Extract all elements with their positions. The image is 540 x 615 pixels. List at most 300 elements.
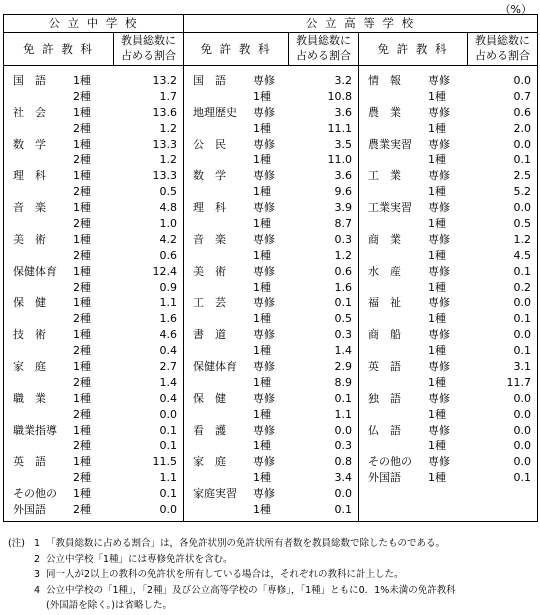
table-row [4, 248, 183, 264]
subject-cell: 音 楽 [13, 201, 46, 215]
table-row [184, 73, 358, 89]
table-row [359, 152, 537, 168]
table-row [359, 280, 537, 296]
ratio-value-cell: 0.0 [513, 439, 532, 453]
subject-cell: 理 科 [13, 169, 46, 183]
note-number: 4 [34, 584, 41, 596]
ratio-value-cell: 0.0 [513, 74, 532, 87]
license-type-cell: 専修 [428, 137, 450, 151]
subject-cell [359, 89, 428, 105]
subject-cell: 美 術 [193, 264, 226, 278]
ratio-value-cell: 0.1 [334, 391, 352, 405]
subject-cell [184, 89, 253, 105]
ratio-value-cell: 8.9 [334, 375, 352, 389]
subject-cell: 保健体育 [193, 360, 237, 374]
table-row [184, 343, 358, 359]
table-row [184, 407, 358, 423]
subject-cell [359, 121, 428, 137]
table-row [4, 486, 183, 502]
license-type-cell: 1種 [253, 89, 271, 103]
subject-cell: 家庭実習 [193, 487, 237, 501]
license-type-cell: 2種 [73, 185, 91, 199]
ratio-header-line2: 占める割合 [475, 49, 531, 62]
subject-cell: 商 業 [368, 232, 401, 246]
subject-cell [359, 343, 428, 359]
table-row [359, 264, 537, 280]
subject-cell: 独 語 [368, 391, 401, 405]
ratio-value-cell: 0.0 [513, 407, 532, 421]
ratio-value-cell: 0.4 [159, 344, 177, 358]
license-type-cell: 1種 [428, 185, 446, 199]
col-header-ratio-hs1 [289, 33, 359, 66]
license-type-cell: 専修 [428, 74, 450, 87]
table-row [184, 232, 358, 248]
subject-cell [4, 121, 73, 137]
ratio-value-cell: 2.5 [513, 169, 532, 183]
table-row [184, 423, 358, 439]
license-type-cell: 専修 [253, 328, 275, 342]
table-row [359, 73, 537, 89]
ratio-header-line1: 教員総数に [475, 34, 531, 47]
license-type-cell: 1種 [73, 391, 91, 405]
license-type-cell: 2種 [73, 375, 91, 389]
note-label: (注) [8, 538, 25, 549]
table-row [4, 152, 183, 168]
ratio-value-cell: 0.1 [513, 312, 532, 326]
ratio-value-cell: 13.6 [152, 105, 177, 119]
note-number: 2 [34, 553, 41, 565]
note-text: 公立中学校の「1種」，「2種」及び公立高等学校の「専修」，「1種」ともに0．1%未満の免許教科 [46, 584, 456, 596]
subject-cell [184, 280, 253, 296]
license-type-cell: 1種 [253, 121, 271, 135]
ratio-value-cell: 3.9 [334, 201, 352, 215]
subject-cell [184, 216, 253, 232]
table-row [184, 327, 358, 343]
subject-cell [4, 311, 73, 327]
table-row [359, 454, 537, 470]
license-type-cell: 1種 [428, 153, 446, 167]
table-row [184, 184, 358, 200]
subject-cell: 国 語 [13, 74, 46, 87]
license-type-cell: 1種 [428, 471, 446, 485]
table-row [4, 343, 183, 359]
table-row [4, 375, 183, 391]
table-row [184, 311, 358, 327]
subject-cell [4, 216, 73, 232]
license-type-cell: 1種 [428, 344, 446, 358]
ratio-value-cell: 13.3 [152, 169, 177, 183]
ratio-value-cell: 12.4 [152, 264, 177, 278]
subject-cell: 理 科 [193, 201, 226, 215]
table-row [4, 232, 183, 248]
table-row [359, 438, 537, 454]
ratio-value-cell: 8.7 [334, 217, 352, 231]
table-row [4, 295, 183, 311]
ratio-value-cell: 0.0 [513, 137, 532, 151]
license-type-cell: 専修 [428, 328, 450, 342]
license-type-cell: 1種 [253, 280, 271, 294]
ratio-value-cell: 3.6 [334, 105, 352, 119]
subject-cell [4, 438, 73, 454]
ratio-value-cell: 0.1 [334, 296, 352, 310]
ratio-header-line2: 占める割合 [296, 49, 351, 62]
subject-cell [4, 407, 73, 423]
ratio-value-cell: 0.5 [513, 217, 532, 231]
license-type-cell: 専修 [428, 105, 450, 119]
ratio-value-cell: 0.0 [159, 503, 177, 517]
table-row [359, 200, 537, 216]
notes [8, 536, 456, 614]
table-row [4, 73, 183, 89]
hs1-rows [184, 73, 358, 518]
license-type-cell: 専修 [428, 201, 450, 215]
col-header-subject-hs2: 免 許 教 科 [359, 33, 468, 66]
table-row [359, 105, 537, 121]
ratio-value-cell: 13.3 [152, 137, 177, 151]
table-row [4, 407, 183, 423]
subject-cell: 書 道 [193, 328, 226, 342]
ratio-value-cell: 0.3 [334, 439, 352, 453]
table-row [184, 486, 358, 502]
license-type-cell: 専修 [253, 360, 275, 374]
license-type-cell: 1種 [253, 375, 271, 389]
license-type-cell: 1種 [428, 312, 446, 326]
ratio-value-cell: 1.2 [513, 232, 532, 246]
ratio-value-cell: 1.7 [159, 89, 177, 103]
license-type-cell: 1種 [253, 248, 271, 262]
subject-cell: 仏 語 [368, 423, 401, 437]
subject-cell: 保 健 [13, 296, 46, 310]
ratio-value-cell: 1.2 [159, 121, 177, 135]
license-type-cell: 1種 [73, 360, 91, 374]
subject-cell [359, 311, 428, 327]
ratio-value-cell: 0.1 [513, 471, 532, 485]
subject-cell [359, 438, 428, 454]
table-row [359, 121, 537, 137]
subject-cell: 工 芸 [193, 296, 226, 310]
ratio-value-cell: 0.0 [513, 455, 532, 469]
ratio-value-cell: 0.0 [334, 423, 352, 437]
ratio-value-cell: 0.0 [513, 328, 532, 342]
hs2-rows [359, 73, 537, 486]
subject-cell [359, 152, 428, 168]
table-row [4, 200, 183, 216]
subject-cell: 工業実習 [368, 201, 412, 215]
ratio-value-cell: 0.1 [513, 264, 532, 278]
table-row [184, 264, 358, 280]
hs1-body [184, 66, 359, 522]
note-3 [8, 567, 456, 583]
license-type-cell: 1種 [73, 201, 91, 215]
table-row [359, 359, 537, 375]
ratio-value-cell: 3.4 [334, 471, 352, 485]
ratio-value-cell: 0.1 [159, 423, 177, 437]
subject-cell: 音 楽 [193, 232, 226, 246]
license-type-cell: 専修 [253, 74, 275, 87]
license-type-cell: 2種 [73, 153, 91, 167]
ratio-value-cell: 0.0 [159, 407, 177, 421]
license-type-cell: 1種 [428, 407, 446, 421]
subject-cell: 英 語 [13, 455, 46, 469]
ratio-header-line2: 占める割合 [121, 49, 176, 62]
ratio-value-cell: 0.6 [513, 105, 532, 119]
table-row [184, 454, 358, 470]
subject-cell [359, 375, 428, 391]
table-row [4, 105, 183, 121]
license-type-cell: 1種 [253, 471, 271, 485]
ratio-value-cell: 0.5 [334, 312, 352, 326]
license-type-cell: 2種 [73, 503, 91, 517]
license-type-cell: 2種 [73, 471, 91, 485]
license-type-cell: 1種 [253, 312, 271, 326]
note-4-continued: (外国語を除く。)は省略した。 [46, 600, 172, 611]
table-row [184, 470, 358, 486]
ratio-value-cell: 0.6 [159, 248, 177, 262]
ratio-value-cell: 1.4 [334, 344, 352, 358]
table-row [184, 391, 358, 407]
subject-cell [4, 89, 73, 105]
subject-cell [4, 184, 73, 200]
subject-cell [4, 152, 73, 168]
ratio-value-cell: 4.2 [159, 232, 177, 246]
license-type-cell: 1種 [428, 121, 446, 135]
ratio-value-cell: 11.0 [327, 153, 352, 167]
col-header-ratio-ms [114, 33, 184, 66]
ratio-value-cell: 11.1 [327, 121, 352, 135]
note-text: 公立中学校「1種」には専修免許状を含む。 [46, 553, 233, 565]
subject-cell: 水 産 [368, 264, 401, 278]
table-row [359, 137, 537, 153]
table-row [359, 311, 537, 327]
ratio-value-cell: 0.6 [334, 264, 352, 278]
license-type-cell: 1種 [73, 137, 91, 151]
table-row [359, 470, 537, 486]
table-row [4, 502, 183, 518]
table-row [184, 359, 358, 375]
subject-cell [184, 184, 253, 200]
table-row [184, 438, 358, 454]
table-row [4, 137, 183, 153]
license-type-cell: 1種 [73, 74, 91, 87]
license-type-cell: 1種 [73, 423, 91, 437]
table-row [184, 137, 358, 153]
table-row [4, 438, 183, 454]
note-number: 1 [34, 538, 41, 549]
ratio-value-cell: 3.1 [513, 360, 532, 374]
ratio-value-cell: 1.1 [334, 407, 352, 421]
header-middle-school: 公 立 中 学 校 [4, 15, 184, 33]
ratio-value-cell: 0.1 [159, 487, 177, 501]
subject-cell: 情 報 [368, 74, 401, 87]
license-type-cell: 2種 [73, 121, 91, 135]
note-1 [8, 536, 456, 552]
note-text: 「教員総数に占める割合」は，各免許状別の免許状所有者数を教員総数で除したものである。 [46, 538, 446, 549]
subject-cell [4, 375, 73, 391]
table-row [4, 470, 183, 486]
license-type-cell: 1種 [428, 280, 446, 294]
license-type-cell: 1種 [428, 439, 446, 453]
ratio-value-cell: 0.3 [334, 328, 352, 342]
ratio-value-cell: 1.1 [159, 296, 177, 310]
table-row [4, 311, 183, 327]
license-type-cell: 専修 [253, 232, 275, 246]
table-row [359, 184, 537, 200]
table-row [359, 168, 537, 184]
ratio-value-cell: 0.9 [159, 280, 177, 294]
subject-cell [184, 248, 253, 264]
ratio-value-cell: 1.2 [334, 248, 352, 262]
license-type-cell: 2種 [73, 217, 91, 231]
license-type-cell: 1種 [428, 217, 446, 231]
hs2-body [359, 66, 538, 522]
subject-cell: 家 庭 [13, 360, 46, 374]
license-type-cell: 専修 [428, 455, 450, 469]
table-row [4, 168, 183, 184]
table-row [359, 423, 537, 439]
subject-cell: 数 学 [13, 137, 46, 151]
subject-cell: 外国語 [368, 471, 401, 485]
ratio-value-cell: 0.8 [334, 455, 352, 469]
table-row [184, 216, 358, 232]
col-header-ratio-hs2 [468, 33, 538, 66]
table-row [359, 375, 537, 391]
subject-cell: 英 語 [368, 360, 401, 374]
subject-cell: 国 語 [193, 74, 226, 87]
table-row [4, 216, 183, 232]
subject-cell: 美 術 [13, 232, 46, 246]
subject-cell [359, 248, 428, 264]
subject-cell [4, 280, 73, 296]
col-header-subject-ms: 免 許 教 科 [4, 33, 114, 66]
license-type-cell: 専修 [253, 487, 275, 501]
table-row [184, 502, 358, 518]
license-type-cell: 専修 [253, 455, 275, 469]
license-type-cell: 専修 [253, 137, 275, 151]
subject-cell: 技 術 [13, 328, 46, 342]
table-row [359, 216, 537, 232]
note-2 [8, 552, 456, 568]
license-type-cell: 専修 [253, 391, 275, 405]
ratio-value-cell: 0.5 [159, 185, 177, 199]
subject-cell [184, 438, 253, 454]
license-type-cell: 専修 [428, 264, 450, 278]
subject-cell: 看 護 [193, 423, 226, 437]
license-type-cell: 1種 [428, 89, 446, 103]
subject-cell: 保健体育 [13, 264, 57, 278]
license-type-cell: 1種 [73, 328, 91, 342]
license-type-cell: 2種 [73, 407, 91, 421]
note-number: 3 [34, 569, 41, 580]
table-row [359, 391, 537, 407]
ratio-value-cell: 11.5 [152, 455, 177, 469]
license-type-cell: 専修 [253, 201, 275, 215]
ratio-value-cell: 1.2 [159, 153, 177, 167]
ratio-value-cell: 0.0 [334, 487, 352, 501]
ms-rows [4, 73, 183, 518]
subject-cell [184, 311, 253, 327]
table-row [4, 327, 183, 343]
license-type-cell: 1種 [73, 296, 91, 310]
license-type-cell: 1種 [73, 264, 91, 278]
header-high-school: 公 立 高 等 学 校 [184, 15, 538, 33]
license-type-cell: 1種 [73, 487, 91, 501]
table-row [184, 89, 358, 105]
ratio-value-cell: 2.7 [159, 360, 177, 374]
subject-cell [4, 248, 73, 264]
ratio-value-cell: 1.6 [334, 280, 352, 294]
table-row [4, 89, 183, 105]
license-type-cell: 1種 [253, 217, 271, 231]
license-type-cell: 1種 [73, 455, 91, 469]
license-type-cell: 1種 [253, 439, 271, 453]
license-type-cell: 1種 [253, 153, 271, 167]
ratio-value-cell: 0.0 [513, 201, 532, 215]
subject-cell [359, 280, 428, 296]
ratio-value-cell: 0.0 [513, 296, 532, 310]
subject-cell: 農 業 [368, 105, 401, 119]
license-type-cell: 専修 [428, 169, 450, 183]
table-row [359, 295, 537, 311]
subject-cell: 社 会 [13, 105, 46, 119]
ratio-value-cell: 0.2 [513, 280, 532, 294]
ratio-value-cell: 0.1 [334, 503, 352, 517]
ratio-value-cell: 4.8 [159, 201, 177, 215]
table-row [4, 454, 183, 470]
license-type-cell: 2種 [73, 439, 91, 453]
table-row [4, 391, 183, 407]
license-type-cell: 2種 [73, 280, 91, 294]
ratio-value-cell: 9.6 [334, 185, 352, 199]
ratio-value-cell: 1.1 [159, 471, 177, 485]
subject-cell [184, 343, 253, 359]
ms-body [4, 66, 184, 522]
ratio-value-cell: 3.2 [334, 74, 352, 87]
license-type-cell: 1種 [73, 169, 91, 183]
subject-cell: その他の [368, 455, 412, 469]
license-type-cell: 専修 [253, 264, 275, 278]
license-type-cell: 2種 [73, 248, 91, 262]
ratio-value-cell: 1.0 [159, 217, 177, 231]
ratio-value-cell: 4.6 [159, 328, 177, 342]
table-row [4, 280, 183, 296]
license-type-cell: 1種 [253, 344, 271, 358]
table-row [4, 264, 183, 280]
subject-cell: 地理歴史 [193, 105, 237, 119]
subject-cell: 職 業 [13, 391, 46, 405]
subject-cell: 商 船 [368, 328, 401, 342]
license-type-cell: 1種 [428, 375, 446, 389]
subject-cell [184, 407, 253, 423]
ratio-value-cell: 4.5 [513, 248, 532, 262]
col-header-subject-hs1: 免 許 教 科 [184, 33, 289, 66]
table-row [184, 168, 358, 184]
license-type-cell: 1種 [253, 185, 271, 199]
subject-cell [4, 470, 73, 486]
subject-cell [4, 343, 73, 359]
ratio-value-cell: 13.2 [152, 74, 177, 87]
table-row [184, 200, 358, 216]
table-row [4, 359, 183, 375]
subject-cell [359, 216, 428, 232]
ratio-value-cell: 0.7 [513, 89, 532, 103]
license-type-cell: 1種 [253, 503, 271, 517]
subject-cell: 保 健 [193, 391, 226, 405]
ratio-value-cell: 0.4 [159, 391, 177, 405]
license-type-cell: 1種 [428, 248, 446, 262]
license-type-cell: 1種 [253, 407, 271, 421]
ratio-value-cell: 1.4 [159, 375, 177, 389]
license-type-cell: 専修 [253, 169, 275, 183]
